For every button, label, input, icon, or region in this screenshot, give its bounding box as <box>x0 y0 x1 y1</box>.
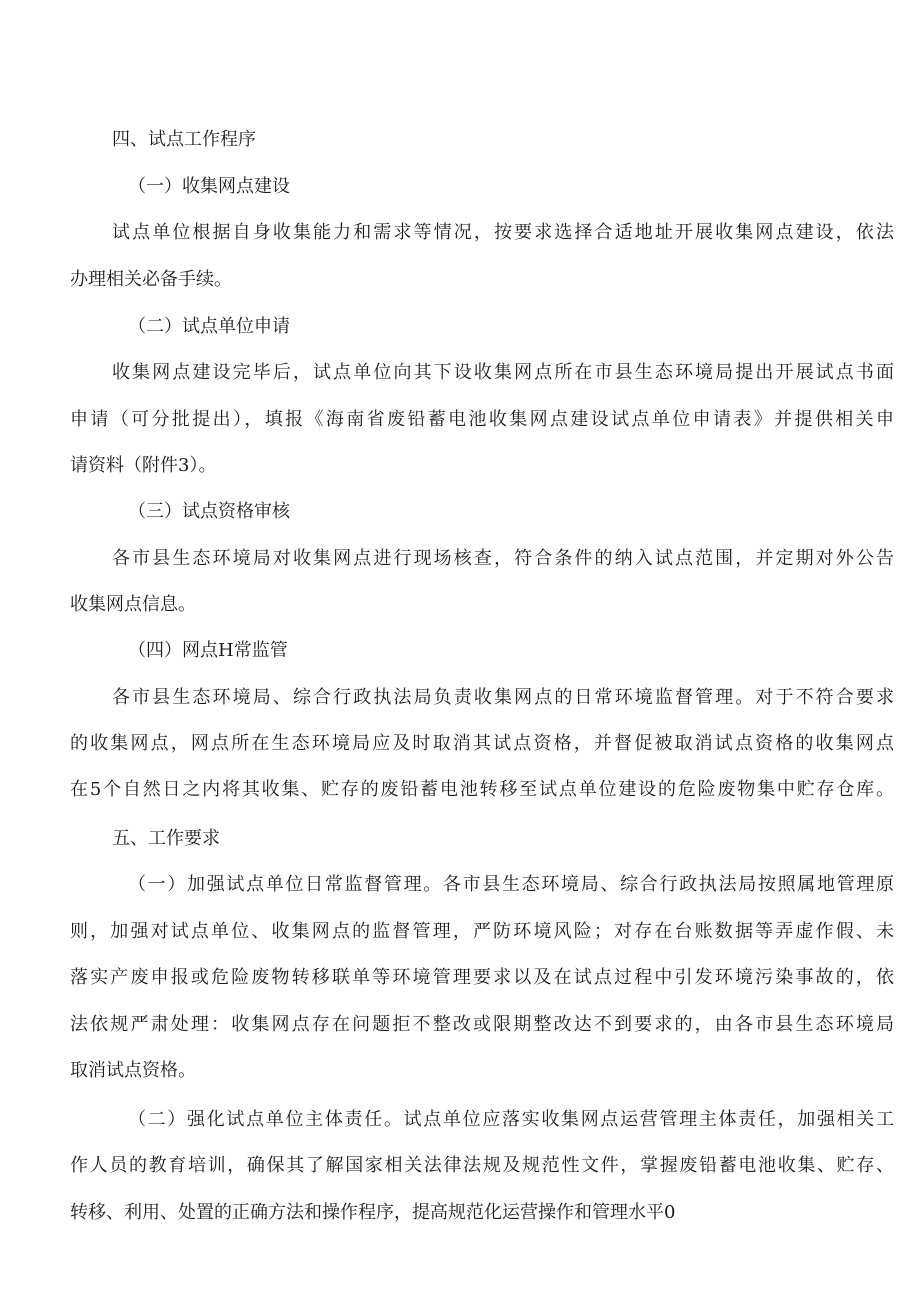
subsection-1-line-2: 办理相关必备手续。 <box>70 269 232 290</box>
requirement-2-line-3: 转移、利用、处置的正确方法和操作程序，提高规范化运营操作和管理水平0 <box>70 1202 676 1223</box>
subsection-2-line-2: 申请（可分批提出），填报《海南省废铅蓄电池收集网点建设试点单位申请表》并提供相关申 <box>70 409 894 430</box>
subsection-4-line-1: 各市县生态环境局、综合行政执法局负责收集网点的日常环境监督管理。对于不符合要求 <box>112 687 894 708</box>
requirement-1-line-5: 取消试点资格。 <box>70 1060 196 1081</box>
requirement-1-line-4: 法依规严肃处理：收集网点存在问题拒不整改或限期整改达不到要求的，由各市县生态环境局 <box>70 1014 894 1035</box>
requirement-1-line-2: 则，加强对试点单位、收集网点的监督管理，严防环境风险；对存在台账数据等弄虚作假、未 <box>70 921 894 942</box>
subsection-4-line-2: 的收集网点，网点所在生态环境局应及时取消其试点资格，并督促被取消试点资格的收集网点 <box>70 733 894 754</box>
subsection-2-line-3: 请资料（附件3）。 <box>70 455 217 476</box>
requirement-2-line-1: （二）强化试点单位主体责任。试点单位应落实收集网点运营管理主体责任，加强相关工 <box>128 1109 894 1130</box>
section-4-heading: 四、试点工作程序 <box>112 129 256 150</box>
subsection-1-line-1: 试点单位根据自身收集能力和需求等情况，按要求选择合适地址开展收集网点建设，依法 <box>112 222 894 243</box>
subsection-3-line-2: 收集网点信息。 <box>70 594 196 615</box>
subsection-1-title: （一）收集网点建设 <box>128 176 290 197</box>
subsection-3-title: （三）试点资格审核 <box>128 501 290 522</box>
subsection-4-line-3: 在5个自然日之内将其收集、贮存的废铅蓄电池转移至试点单位建设的危险废物集中贮存仓库。 <box>70 779 894 800</box>
requirement-2-line-2: 作人员的教育培训，确保其了解国家相关法律法规及规范性文件，掌握废铅蓄电池收集、贮存、 <box>70 1155 894 1176</box>
requirement-1-line-1: （一）加强试点单位日常监督管理。各市县生态环境局、综合行政执法局按照属地管理原 <box>128 874 894 895</box>
subsection-2-line-1: 收集网点建设完毕后，试点单位向其下设收集网点所在市县生态环境局提出开展试点书面 <box>112 362 894 383</box>
subsection-4-title: （四）网点H常监管 <box>128 640 288 661</box>
requirement-1-line-3: 落实产废申报或危险废物转移联单等环境管理要求以及在试点过程中引发环境污染事故的，依 <box>70 967 894 988</box>
section-5-heading: 五、工作要求 <box>112 828 220 849</box>
subsection-3-line-1: 各市县生态环境局对收集网点进行现场核查，符合条件的纳入试点范围，并定期对外公告 <box>112 548 894 569</box>
subsection-2-title: （二）试点单位申请 <box>128 316 290 337</box>
